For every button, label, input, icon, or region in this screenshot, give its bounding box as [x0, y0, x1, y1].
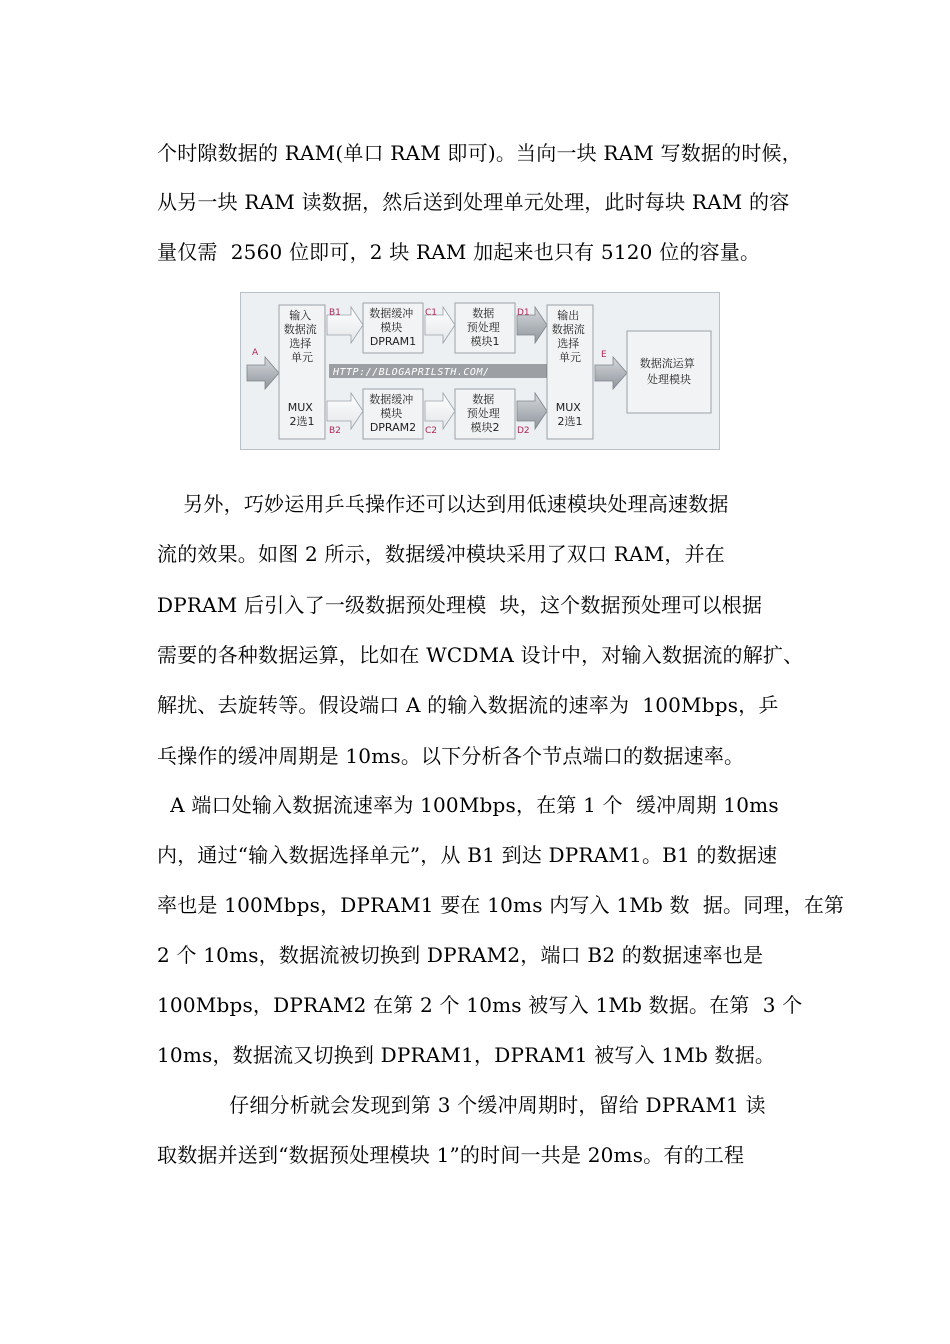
arrow-d2-icon — [517, 393, 547, 429]
compute-module-text: 数据流运算 处理模块 — [639, 357, 695, 386]
preprocess-module-1-text: 数据 预处理 模块1 — [466, 307, 500, 348]
watermark-text: HTTP://BLOGAPRILSTH.COM/ — [333, 367, 490, 378]
text-line: 率也是 100Mbps，DPRAM1 要在 10ms 内写入 1Mb 数 据。同理，在第 — [157, 893, 845, 917]
text-line: 10ms，数据流又切换到 DPRAM1，DPRAM1 被写入 1Mb 数据。 — [157, 1043, 776, 1067]
output-select-top-text: 输出 数据流 选择 单元 — [551, 309, 585, 364]
node-label-d2: D2 — [517, 426, 530, 436]
text-line: 另外，巧妙运用乒乓操作还可以达到用低速模块处理高速数据 — [157, 492, 729, 516]
text-line: A 端口处输入数据流速率为 100Mbps，在第 1 个 缓冲周期 10ms — [157, 793, 779, 817]
node-label-d1: D1 — [517, 308, 530, 318]
node-label-e: E — [601, 350, 607, 360]
arrow-b2-icon — [327, 393, 363, 429]
text-line: 仔细分析就会发现到第 3 个缓冲周期时，留给 DPRAM1 读 — [157, 1093, 766, 1117]
text-line: 解扰、去旋转等。假设端口 A 的输入数据流的速率为 100Mbps，乒 — [157, 693, 779, 717]
compute-module — [627, 331, 711, 413]
arrow-e-icon — [595, 357, 627, 389]
buffer-dpram2-text: 数据缓冲 模块 DPRAM2 — [369, 393, 417, 434]
input-select-mux-text: MUX 2选1 — [287, 401, 315, 428]
node-label-c2: C2 — [425, 426, 438, 436]
text-line: 量仅需 2560 位即可，2 块 RAM 加起来也只有 5120 位的容量。 — [157, 240, 761, 264]
buffer-dpram1-text: 数据缓冲 模块 DPRAM1 — [369, 307, 417, 348]
text-line: 100Mbps，DPRAM2 在第 2 个 10ms 被写入 1Mb 数据。在第 3 个 — [157, 993, 803, 1017]
text-line: 2 个 10ms，数据流被切换到 DPRAM2，端口 B2 的数据速率也是 — [157, 943, 764, 967]
node-label-a: A — [252, 348, 259, 358]
arrow-c2-icon — [425, 393, 455, 429]
node-label-c1: C1 — [425, 308, 438, 318]
output-select-mux-text: MUX 2选1 — [555, 401, 583, 428]
input-select-top-text: 输入 数据流 选择 单元 — [283, 309, 317, 364]
text-line: 取数据并送到“数据预处理模块 1”的时间一共是 20ms。有的工程 — [157, 1143, 745, 1167]
node-label-b1: B1 — [329, 308, 341, 318]
input-arrow-icon — [247, 357, 279, 389]
text-line: 从另一块 RAM 读数据，然后送到处理单元处理，此时每块 RAM 的容 — [157, 190, 790, 214]
text-line: 乓操作的缓冲周期是 10ms。以下分析各个节点端口的数据速率。 — [157, 744, 745, 768]
text-line: 个时隙数据的 RAM(单口 RAM 即可)。当向一块 RAM 写数据的时候， — [157, 141, 802, 165]
preprocess-module-2-text: 数据 预处理 模块2 — [466, 393, 500, 434]
text-line: 流的效果。如图 2 所示，数据缓冲模块采用了双口 RAM，并在 — [157, 542, 725, 566]
text-line: 内，通过“输入数据选择单元”，从 B1 到达 DPRAM1。B1 的数据速 — [157, 843, 778, 867]
text-line: 需要的各种数据运算，比如在 WCDMA 设计中，对输入数据流的解扩、 — [157, 643, 804, 667]
node-label-b2: B2 — [329, 426, 341, 436]
text-line: DPRAM 后引入了一级数据预处理模 块，这个数据预处理可以根据 — [157, 593, 763, 617]
ping-pong-diagram — [240, 292, 720, 450]
